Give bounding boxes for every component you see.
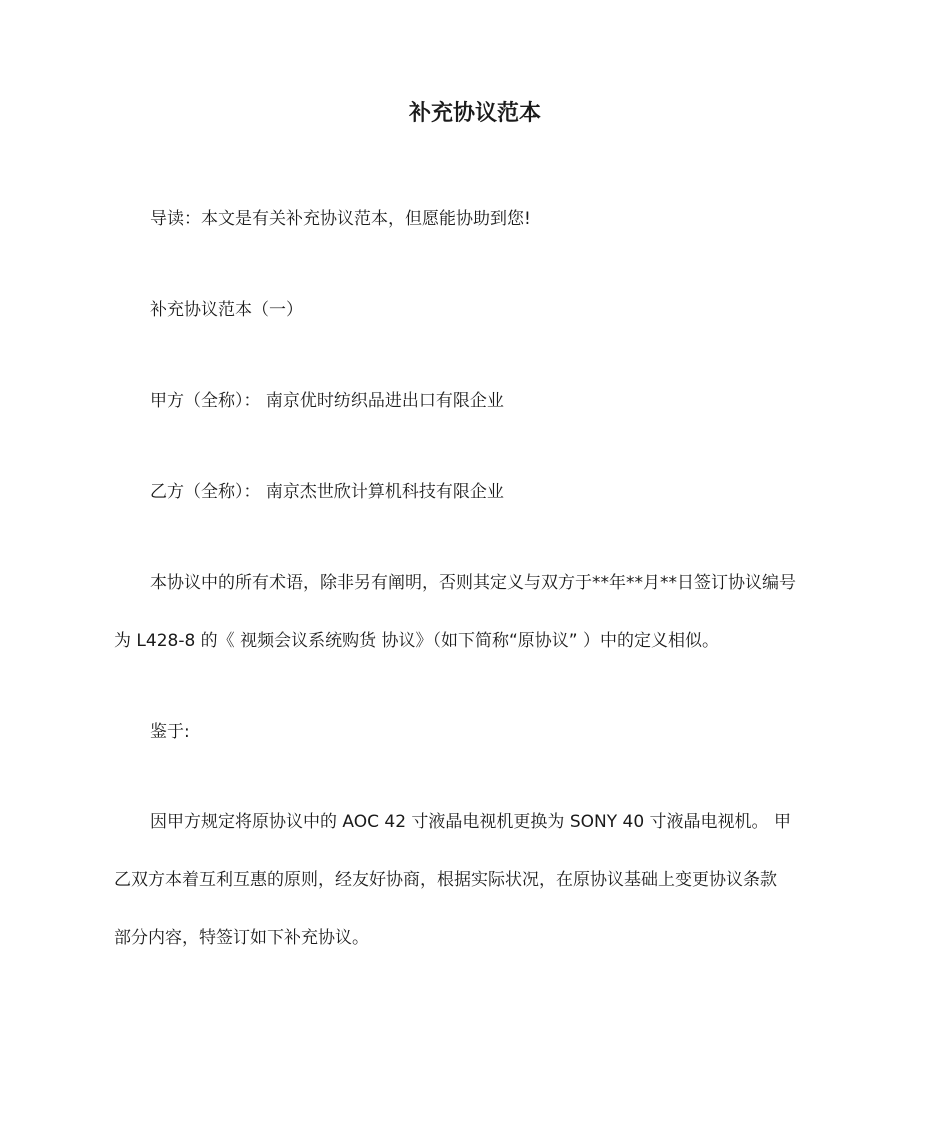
section-heading: 补充协议范本（一）: [150, 300, 303, 320]
intro-paragraph: 导读：本文是有关补充协议范本，但愿能协助到您!: [150, 209, 531, 229]
reason-line-3: 部分内容，特签订如下补充协议。: [114, 928, 369, 948]
party-a-line: 甲方（全称）： 南京优时纺织品进出口有限企业: [150, 391, 504, 411]
terms-line-1: 本协议中的所有术语，除非另有阐明，否则其定义与双方于**年**月**日签订协议编号: [150, 573, 796, 593]
terms-line-2: 为 L428-8 的《 视频会议系统购货 协议》（如下简称“原协议” ）中的定义相似。: [114, 631, 720, 651]
reason-line-1: 因甲方规定将原协议中的 AOC 42 寸液晶电视机更换为 SONY 40 寸液晶电视机。 甲: [150, 812, 791, 832]
document-title: 补充协议范本: [408, 101, 541, 126]
reason-line-2: 乙双方本着互利互惠的原则，经友好协商，根据实际状况，在原协议基础上变更协议条款: [114, 870, 777, 890]
whereas-heading: 鉴于:: [150, 722, 190, 742]
party-b-line: 乙方（全称）： 南京杰世欣计算机科技有限企业: [150, 482, 504, 502]
